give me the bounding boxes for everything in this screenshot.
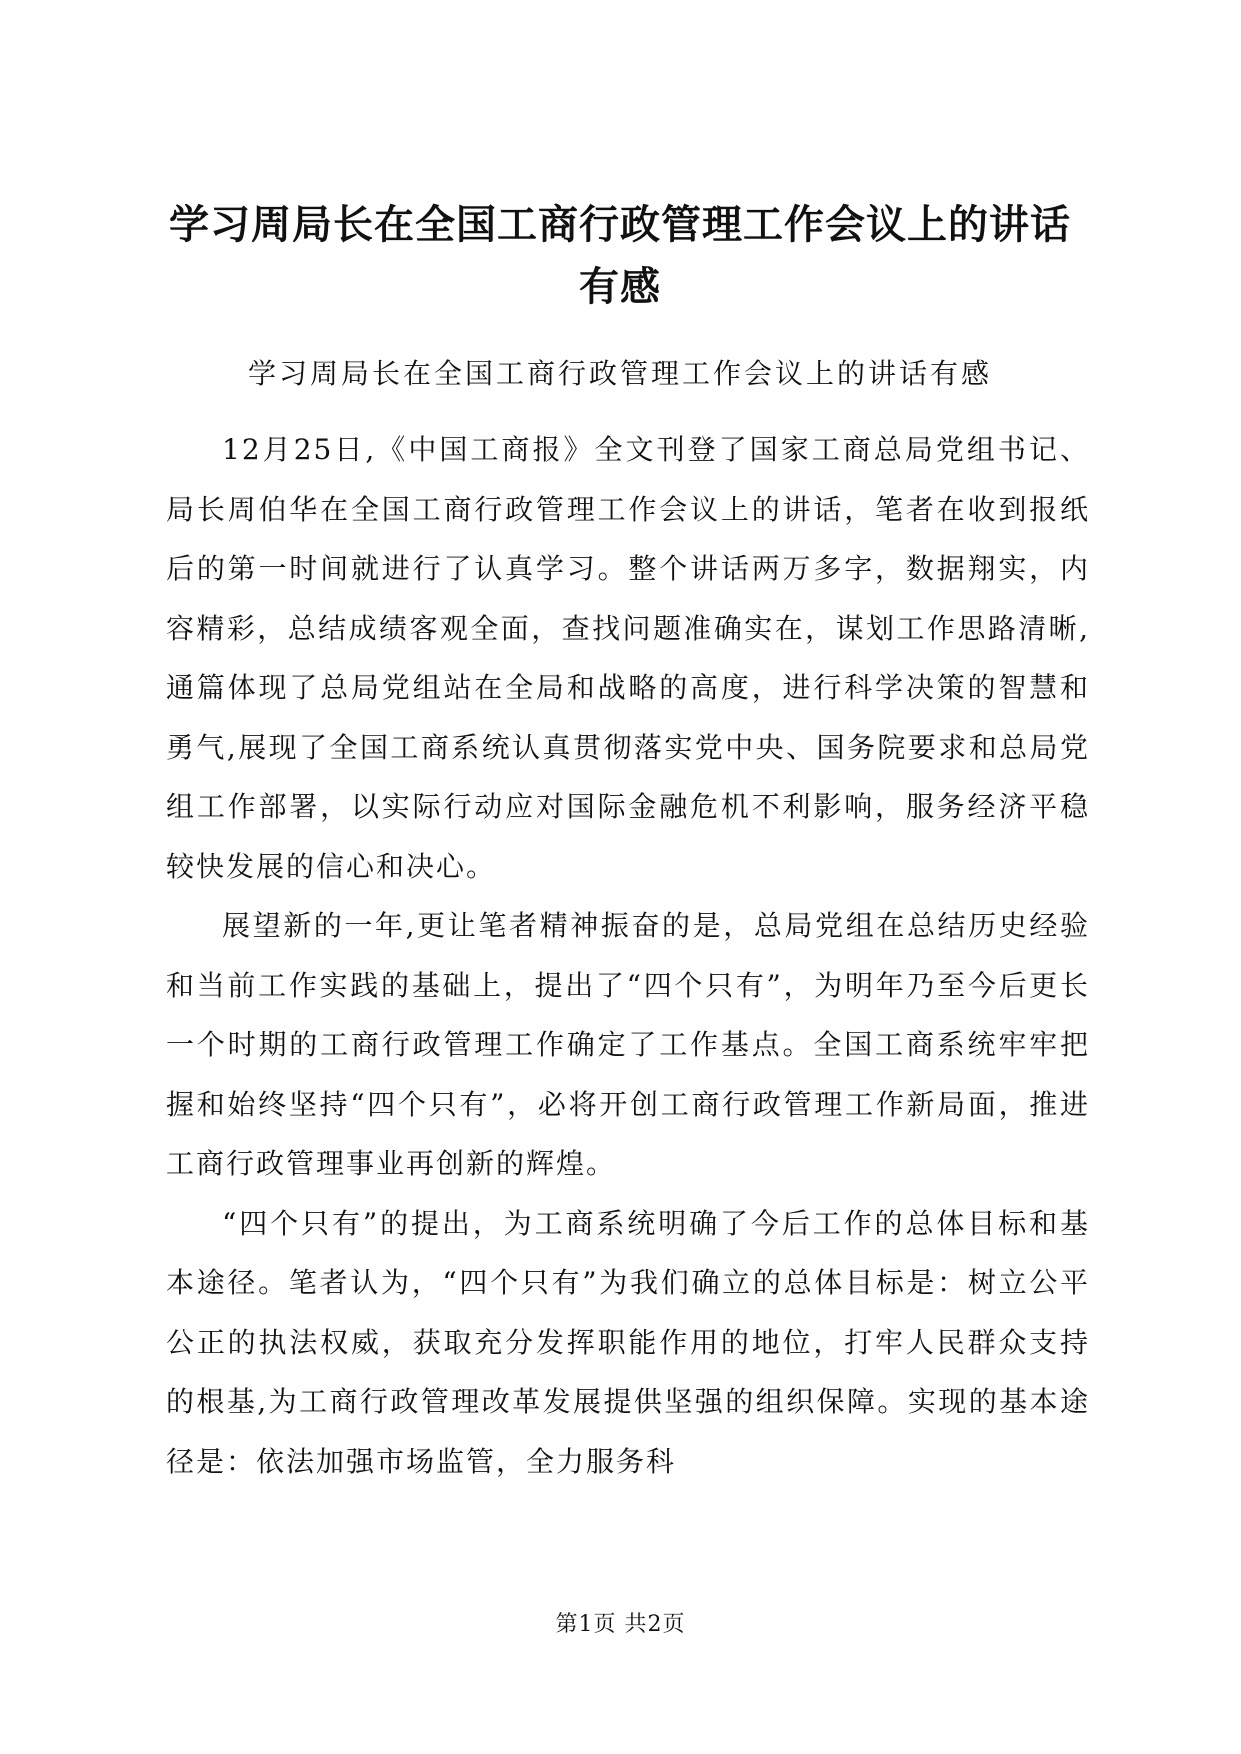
document-subtitle: 学习周局长在全国工商行政管理工作会议上的讲话有感: [247, 357, 992, 390]
body-text: [166, 420, 1090, 1491]
page-footer: 第1页 共2页: [555, 1612, 686, 1637]
page-title: 学习周局长在全国工商行政管理工作会议上的讲话有感: [169, 202, 1071, 310]
paragraph-2: 展望新的一年,更让笔者精神振奋的是，总局党组在总结历史经验和当前工作实践的基础上，提出了“四个只有”，为明年乃至今后更长一个时期的工商行政管理工作确定了工作基点。全国工商系统牢牢把握和始终坚持“四个只有”，必将开创工商行政管理工作新局面，推进工商行政管理事业再创新的辉煌。: [166, 909, 1090, 1180]
paragraph-3: “四个只有”的提出，为工商系统明确了今后工作的总体目标和基本途径。笔者认为，“四个只有”为我们确立的总体目标是：树立公平公正的执法权威，获取充分发挥职能作用的地位，打牢人民群众支持的根基,为工商行政管理改革发展提供坚强的组织保障。实现的基本途径是：依法加强市场监管，全力服务科: [166, 1206, 1090, 1478]
paragraph-1: 12月25日,《中国工商报》全文刊登了国家工商总局党组书记、局长周伯华在全国工商行政管理工作会议上的讲话，笔者在收到报纸后的第一时间就进行了认真学习。整个讲话两万多字，数据翔实，内容精彩，总结成绩客观全面，查找问题准确实在，谋划工作思路清晰,通篇体现了总局党组站在全局和战略的高度，进行科学决策的智慧和勇气,展现了全国工商系统认真贯彻落实党中央、国务院要求和总局党组工作部署，以实际行动应对国际金融危机不利影响，服务经济平稳较快发展的信心和决心。: [166, 433, 1090, 883]
